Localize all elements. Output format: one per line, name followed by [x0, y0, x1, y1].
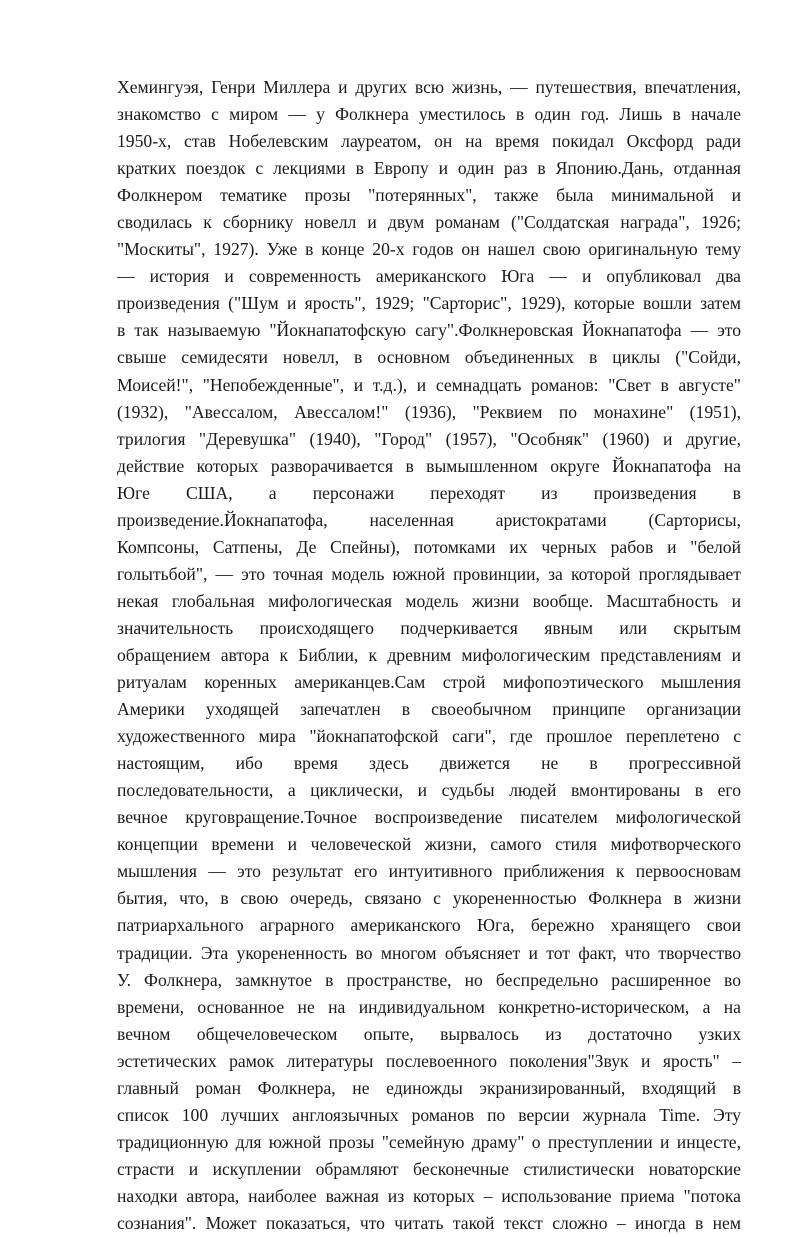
text-line: Юге США, а персонажи переходят из произведения в: [117, 482, 741, 503]
text-line: художественного мира "йокнапатофской саги", где прошлое переплетено с: [117, 726, 741, 747]
text-line: сводилась к сборнику новелл и двум романам ("Солдатская награда", 1926;: [117, 212, 741, 233]
text-line: знакомство с миром — у Фолкнера уместилось в один год. Лишь в начале: [117, 104, 741, 125]
text-line: главный роман Фолкнера, не единожды экранизированный, входящий в: [117, 1077, 741, 1098]
text-line: вечном общечеловеческом опыте, вырвалось из достаточно узких: [117, 1023, 741, 1044]
text-line: Компсоны, Сатпены, Де Спейны), потомками их черных рабов и "белой: [117, 536, 741, 557]
text-line: страсти и искуплении обрамляют бесконечные стилистически новаторские: [117, 1158, 741, 1179]
text-line: 1950-х, став Нобелевским лауреатом, он на время покидал Оксфорд ради: [117, 131, 741, 152]
text-line: ритуалам коренных американцев.Сам строй мифопоэтического мышления: [117, 672, 741, 693]
text-line: произведение.Йокнапатофа, населенная аристократами (Сарторисы,: [117, 509, 741, 530]
text-line: свыше семидесяти новелл, в основном объединенных в циклы ("Сойди,: [117, 347, 741, 368]
body-text: [117, 74, 741, 1237]
text-line: У. Фолкнера, замкнутое в пространстве, но беспредельно расширенное во: [117, 969, 741, 990]
text-line: голытьбой", — это точная модель южной провинции, за которой проглядывает: [117, 563, 741, 584]
text-line: концепции времени и человеческой жизни, самого стиля мифотворческого: [117, 834, 741, 855]
text-line: произведения ("Шум и ярость", 1929; "Сарторис", 1929), которые вошли затем: [117, 293, 741, 314]
text-line: в так называемую "Йокнапатофскую сагу".Фолкнеровская Йокнапатофа — это: [117, 320, 741, 341]
text-line: значительность происходящего подчеркивается явным или скрытым: [117, 617, 741, 638]
text-line: находки автора, наиболее важная из которых – использование приема "потока: [117, 1185, 741, 1206]
text-line: сознания". Может показаться, что читать такой текст сложно – иногда в нем: [117, 1212, 741, 1233]
text-line: патриархального аграрного американского Юга, бережно хранящего свои: [117, 915, 741, 936]
text-line: Фолкнером тематике прозы "потерянных", также была минимальной и: [117, 185, 741, 206]
text-line: вечное круговращение.Точное воспроизведение писателем мифологической: [117, 807, 741, 828]
text-line: Америки уходящей запечатлен в своеобычном принципе организации: [117, 699, 741, 720]
text-line: — история и современность американского Юга — и опубликовал два: [117, 266, 741, 287]
text-line: Моисей!", "Непобежденные", и т.д.), и семнадцать романов: "Свет в августе": [117, 374, 741, 395]
text-line: традиционную для южной прозы "семейную драму" о преступлении и инцесте,: [117, 1131, 741, 1152]
text-line: (1932), "Авессалом, Авессалом!" (1936), "Реквием по монахине" (1951),: [117, 401, 741, 422]
text-line: некая глобальная мифологическая модель жизни вообще. Масштабность и: [117, 590, 741, 611]
text-line: мышления — это результат его интуитивного приближения к первоосновам: [117, 861, 741, 882]
text-line: времени, основанное не на индивидуальном конкретно-историческом, а на: [117, 996, 741, 1017]
text-line: настоящим, ибо время здесь движется не в прогрессивной: [117, 753, 741, 774]
text-line: традиции. Эта укорененность во многом объясняет и тот факт, что творчество: [117, 942, 741, 963]
text-line: обращением автора к Библии, к древним мифологическим представлениям и: [117, 644, 741, 665]
text-line: эстетических рамок литературы послевоенного поколения"Звук и ярость" –: [117, 1050, 741, 1071]
text-line: последовательности, а циклически, и судьбы людей вмонтированы в его: [117, 780, 741, 801]
text-line: трилогия "Деревушка" (1940), "Город" (1957), "Особняк" (1960) и другие,: [117, 428, 741, 449]
text-line: кратких поездок с лекциями в Европу и один раз в Японию.Дань, отданная: [117, 158, 741, 179]
text-line: список 100 лучших англоязычных романов по версии журнала Time. Эту: [117, 1104, 741, 1125]
text-line: "Москиты", 1927). Уже в конце 20-х годов он нашел свою оригинальную тему: [117, 239, 741, 260]
text-line: действие которых разворачивается в вымышленном округе Йокнапатофа на: [117, 455, 741, 476]
text-line: Хемингуэя, Генри Миллера и других всю жизнь, — путешествия, впечатления,: [117, 77, 741, 97]
text-line: бытия, что, в свою очередь, связано с укорененностью Фолкнера в жизни: [117, 888, 741, 909]
